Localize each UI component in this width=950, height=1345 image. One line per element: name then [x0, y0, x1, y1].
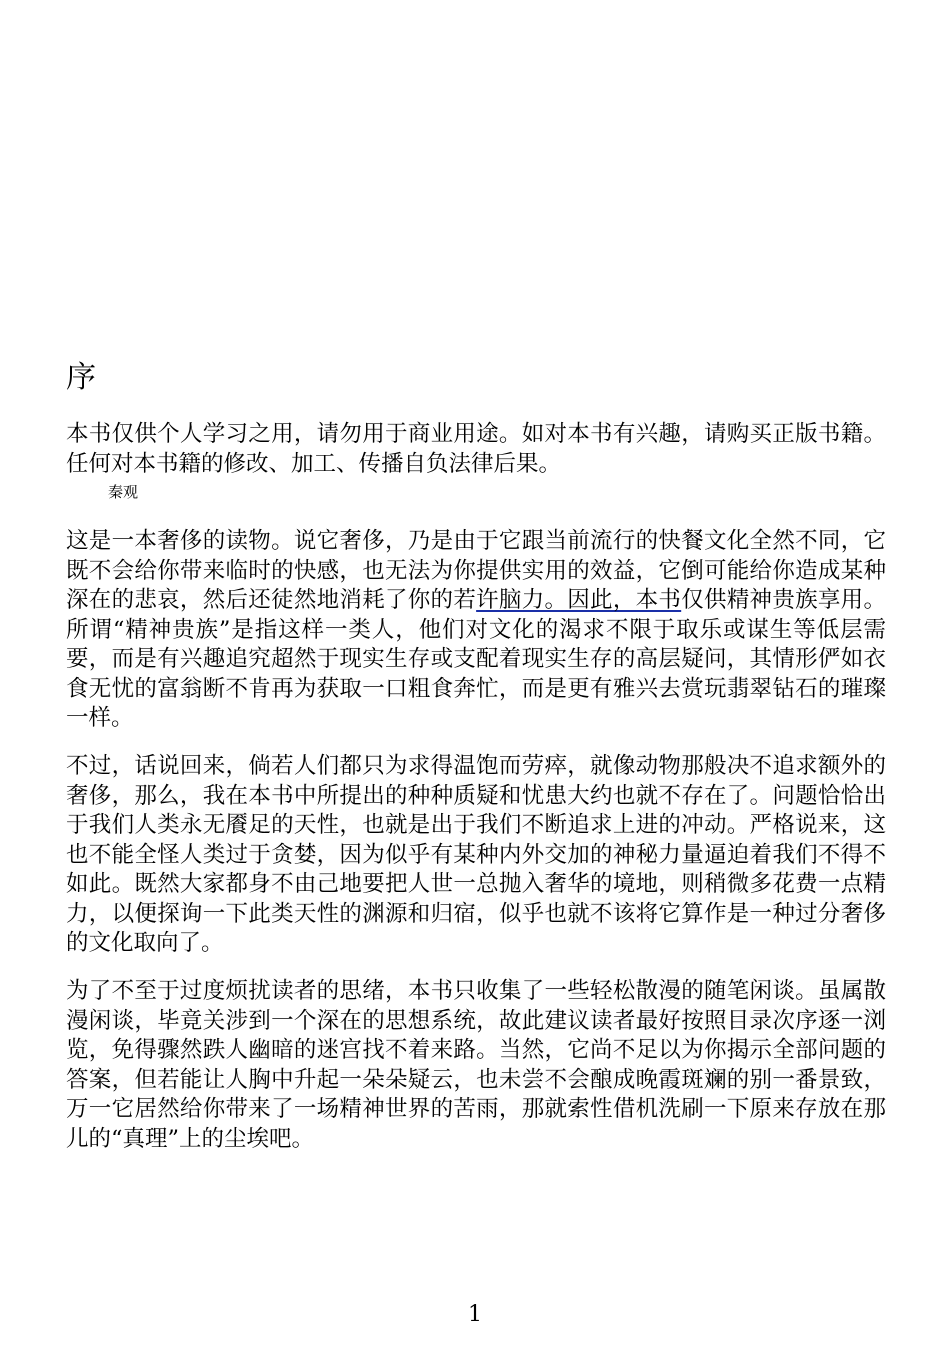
paragraph-3: 为了不至于过度烦扰读者的思绪，本书只收集了一些轻松散漫的随笔闲谈。虽属散漫闲谈，毕竟关涉到一个深在的思想系统，故此建议读者最好按照目录次序逐一浏览，免得骤然跌人幽暗的迷宫找不着来路。当然，它尚不足以为你揭示全部问题的答案，但若能让人胸中升起一朵朵疑云，也未尝不会酿成晚霞斑斓的别一番景致，万一它居然给你带来了一场精神世界的苦雨，那就索性借机洗刷一下原来存放在那儿的“真理”上的尘埃吧。	[66, 978, 886, 1152]
hyperlink-text[interactable]: 许脑力。因此，本书	[476, 587, 682, 613]
page-number: 1	[468, 1302, 482, 1327]
paragraph-1-text-start: 这是一本奢侈的读物。说它奢侈，乃是由于它跟当前流行的快餐文化全然不同，它既不会给你带来临时的快感，也无法为你提供实用的效益，它倒可能给你造成某种深在的悲哀，然后还徒然地消耗了你的若	[66, 528, 886, 613]
paragraph-2: 不过，话说回来，倘若人们都只为求得温饱而劳瘁，就像动物那般决不追求额外的奢侈，那么，我在本书中所提出的种种质疑和忧患大约也就不存在了。问题恰恰出于我们人类永无餍足的天性，也就是出于我们不断追求上进的冲动。严格说来，这也不能全怪人类过于贪婪，因为似乎有某种内外交加的神秘力量逼迫着我们不得不如此。既然大家都身不由己地要把人世一总抛入奢华的境地，则稍微多花费一点精力，以便探询一下此类天性的渊源和归宿，似乎也就不该将它算作是一种过分奢侈的文化取向了。	[66, 753, 886, 956]
page-title: 序	[66, 360, 96, 395]
author-name: 秦观	[108, 483, 139, 501]
paragraph-1	[66, 527, 886, 734]
paragraph-1-text-end: 仅供精神贵族享用。所谓“精神贵族”是指这样一类人，他们对文化的渴求不限于取乐或谋生等低层需要，而是有兴趣追究超然于现实生存或支配着现实生存的高层疑问，其情形俨如衣食无忧的富翁断不肯再为获取一口粗食奔忙，而是更有雅兴去赏玩翡翠钻石的璀璨一样。	[66, 587, 886, 731]
copyright-notice: 本书仅供个人学习之用，请勿用于商业用途。如对本书有兴趣，请购买正版书籍。任何对本书籍的修改、加工、传播自负法律后果。	[66, 421, 886, 477]
